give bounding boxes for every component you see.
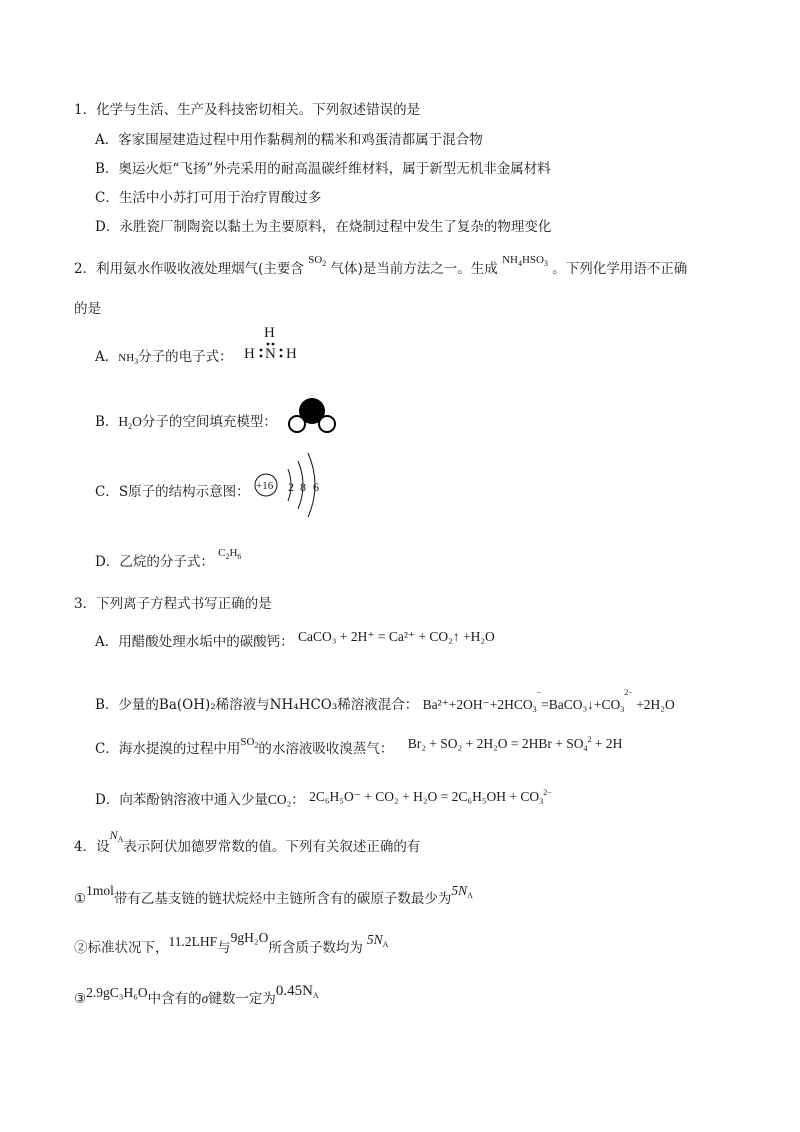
q3-b-eq-sup: − — [536, 688, 542, 697]
q4-i1-mol: 1mol — [86, 883, 114, 898]
q3-b-text: B．少量的Ba(OH)₂稀溶液与NH₄HCO₃稀溶液混合： — [95, 697, 419, 713]
q3-c-equation — [408, 736, 623, 751]
q4-na-sub: A — [117, 835, 124, 844]
q4-i3-sigma: σ — [201, 991, 209, 1006]
q4-i3-text2: 键数一定为 — [208, 991, 276, 1007]
q3-d-eq-part1: 2C₆H₅O⁻ + CO₂ + H₂O = 2C₆H₅OH + CO — [309, 789, 540, 804]
q4-i1-text: 带有乙基支链的链状烷烃中主链所含有的碳原子数最少为 — [113, 891, 452, 907]
q2-nh4-sub: 4 — [517, 259, 522, 268]
q4-i2-mid: 与 — [217, 940, 231, 956]
q3-a-equation: CaCO₃ + 2H⁺ = Ca²⁺ + CO₂↑ +H₂O — [298, 629, 495, 644]
q4-i3-val: 0.45N — [275, 983, 313, 999]
q4-i2-h2o: 9gH₂O — [230, 930, 269, 945]
atom-shell-1: 2 — [288, 480, 294, 494]
q4-na — [110, 828, 124, 842]
q3-b-eq-sub: 3 — [532, 705, 537, 714]
q2-b-h-sub: 2 — [128, 422, 133, 431]
q3-option-d — [95, 787, 552, 814]
q4-item-2 — [74, 930, 389, 962]
q3-c-eq-sup: 2 — [587, 735, 592, 744]
q1-option-b: B．奥运火炬“飞扬”外壳采用的耐高温碳纤维材料，属于新型无机非金属材料 — [95, 161, 551, 177]
q3-d-co2: CO₂ — [267, 792, 292, 807]
q1-option-d: D．永胜瓷厂制陶瓷以黏土为主要原料，在烧制过程中发生了复杂的物理变化 — [95, 219, 552, 235]
lewis-h-top: H — [264, 325, 275, 341]
q3-d-text-post: ： — [291, 792, 305, 808]
q4-i2-hf: 11.2LHF — [168, 934, 218, 949]
q4-stem-post: 表示阿伏加德罗常数的值。下列有关叙述正确的有 — [123, 839, 421, 855]
q3-d-text-pre: D．向苯酚钠溶液中通入少量 — [95, 792, 268, 808]
q2-option-d — [95, 547, 242, 576]
q1-option-a: A．客家围屋建造过程中用作黏稠剂的糯米和鸡蛋清都属于混合物 — [95, 132, 483, 148]
q2-nh4hso3 — [502, 254, 548, 266]
q2-stem-post: 。下列化学用语不正确 — [552, 261, 688, 277]
q4-item-3 — [74, 983, 319, 1013]
q3-d-eq-sup: 2− — [543, 788, 552, 797]
q2-d-c-sub: 2 — [225, 552, 230, 561]
q3-b-eq2-sup: 2− — [624, 688, 633, 697]
q2-b-text: 分子的空间填充模型： — [141, 414, 277, 430]
q3-c-eq-part1: Br₂ + SO₂ + 2H₂O = 2HBr + SO — [407, 736, 584, 751]
q1-stem: 1．化学与生活、生产及科技密切相关。下列叙述错误的是 — [74, 102, 421, 118]
q4-i3-num: ③ — [74, 991, 87, 1007]
q3-b-equation — [422, 688, 675, 714]
lewis-h-left: H — [244, 346, 255, 362]
q3-c-so2 — [240, 736, 258, 748]
q4-i2-value — [367, 932, 389, 947]
q2-nh4-text: NH — [502, 254, 518, 266]
q3-d-equation — [309, 789, 552, 804]
q2-stem-line1 — [74, 254, 688, 283]
q4-i1-value — [451, 883, 473, 898]
q4-i2-post: 所含质子数均为 — [268, 940, 363, 956]
q3-a-text: A．用醋酸处理水垢中的碳酸钙： — [95, 634, 294, 650]
q2-option-a — [95, 348, 233, 371]
q2-b-h: H — [118, 414, 129, 429]
q4-i1-val: 5N — [451, 883, 468, 898]
q2-d-c: C — [218, 547, 226, 559]
q4-i2-text: ②标准状况下， — [74, 940, 169, 956]
q2-b-h2o — [118, 414, 142, 429]
q3-c-so2-sub: 2 — [254, 741, 259, 750]
q2-hso3-sub: 3 — [544, 259, 548, 268]
q2-stem-mid: 气体)是当前方法之一。生成 — [330, 261, 498, 277]
q2-d-h-sub: 6 — [237, 552, 242, 561]
q2-option-b — [95, 413, 277, 436]
q2-so2-text: SO — [308, 254, 323, 266]
lewis-n: N — [265, 346, 276, 362]
q3-b-eq-part3: +2H₂O — [632, 697, 675, 712]
q3-b-eq2-sub: 3 — [620, 705, 625, 714]
h2o-space-filling-model — [285, 398, 345, 438]
q2-a-nh3-text: NH — [118, 352, 135, 364]
q3-option-b — [95, 684, 675, 719]
q4-i2-val-sub: A — [382, 940, 389, 949]
lewis-electron-dots — [244, 335, 304, 375]
q3-b-eq-part1: Ba²⁺+2OH⁻+2HCO — [422, 697, 533, 712]
q2-d-text: D．乙烷的分子式： — [95, 554, 214, 570]
q2-a-label: A． — [95, 349, 119, 365]
atom-nucleus-label: +16 — [256, 480, 274, 492]
q4-i2-val: 5N — [366, 932, 383, 947]
q3-option-a — [95, 629, 495, 651]
q2-option-c: C．S原子的结构示意图： — [95, 484, 250, 500]
q4-i3-value — [276, 983, 319, 999]
lewis-h-right: H — [286, 346, 297, 362]
atom-shell-3: 6 — [313, 480, 319, 494]
q3-d-eq-sub: 3 — [539, 797, 544, 806]
q4-i3-text: 中含有的 — [147, 991, 202, 1007]
q4-stem-pre: 4．设 — [74, 839, 110, 855]
q4-item-1 — [74, 883, 473, 913]
q4-i3-val-sub: A — [312, 991, 319, 1000]
q2-so2-sub: 2 — [322, 259, 327, 268]
q4-na-text: N — [109, 828, 118, 842]
q2-d-h: H — [229, 547, 238, 559]
q2-a-nh3-sub: 3 — [134, 357, 139, 366]
q1-option-c: C．生活中小苏打可用于治疗胃酸过多 — [95, 190, 322, 206]
q3-stem: 3．下列离子方程式书写正确的是 — [74, 596, 272, 612]
q3-c-so2-text: SO — [240, 736, 255, 748]
q2-a-nh3 — [118, 352, 138, 364]
q2-a-text: 分子的电子式： — [138, 349, 233, 365]
q2-stem-pre: 2．利用氨水作吸收液处理烟气(主要含 — [74, 261, 304, 277]
q4-stem — [74, 828, 421, 861]
q3-c-eq-part2: + 2H — [591, 736, 623, 751]
q2-stem-line2: 的是 — [74, 301, 101, 317]
q2-b-label: B． — [95, 414, 119, 430]
q2-b-o: O — [132, 414, 142, 429]
q4-i1-val-sub: A — [467, 891, 473, 900]
q4-i1-num: ① — [74, 891, 87, 907]
q3-c-eq-sub: 4 — [583, 744, 588, 753]
q3-c-text-post: 的水溶液吸收溴蒸气： — [258, 741, 394, 757]
atom-shell-2: 8 — [300, 480, 306, 494]
q2-so2 — [308, 254, 326, 266]
q2-hso3-text: HSO — [521, 254, 544, 266]
q3-option-c — [95, 736, 622, 763]
q3-c-text-pre: C．海水提溴的过程中用 — [95, 741, 241, 757]
q4-i3-compound: 2.9gC₃H₆O — [86, 985, 148, 1000]
q2-d-formula — [218, 547, 241, 559]
q3-b-eq-part2: =BaCO₃↓+CO — [541, 697, 621, 712]
